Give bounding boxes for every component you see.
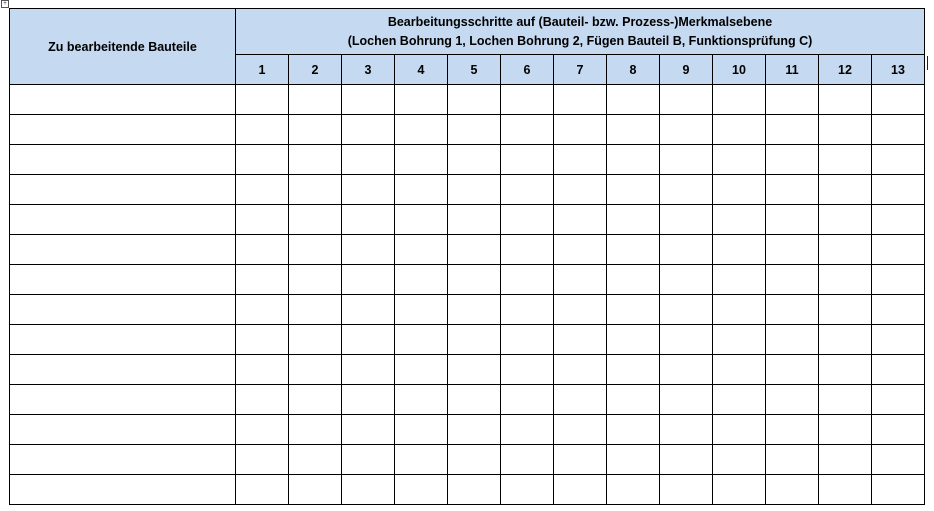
- step-cell[interactable]: [236, 445, 289, 475]
- part-name-cell[interactable]: [10, 475, 236, 505]
- step-cell[interactable]: [607, 205, 660, 235]
- step-cell[interactable]: [713, 475, 766, 505]
- step-cell[interactable]: [342, 265, 395, 295]
- step-cell[interactable]: [872, 295, 925, 325]
- step-cell[interactable]: [236, 385, 289, 415]
- column-header-step: 9: [660, 55, 713, 85]
- step-cell[interactable]: [713, 235, 766, 265]
- step-cell[interactable]: [554, 355, 607, 385]
- step-cell[interactable]: [501, 325, 554, 355]
- step-cell[interactable]: [872, 325, 925, 355]
- step-cell[interactable]: [872, 385, 925, 415]
- step-cell[interactable]: [342, 235, 395, 265]
- step-cell[interactable]: [819, 385, 872, 415]
- table-row: [10, 235, 925, 265]
- step-cell[interactable]: [236, 475, 289, 505]
- step-cell[interactable]: [395, 205, 448, 235]
- step-cell[interactable]: [607, 175, 660, 205]
- step-cell[interactable]: [448, 295, 501, 325]
- table-resize-marker: [927, 56, 928, 70]
- step-cell[interactable]: [660, 475, 713, 505]
- step-cell[interactable]: [766, 355, 819, 385]
- step-cell[interactable]: [501, 235, 554, 265]
- step-cell[interactable]: [289, 355, 342, 385]
- step-cell[interactable]: [554, 415, 607, 445]
- step-cell[interactable]: [501, 445, 554, 475]
- table-row: [10, 475, 925, 505]
- step-cell[interactable]: [554, 385, 607, 415]
- column-header-step: 5: [448, 55, 501, 85]
- step-cell[interactable]: [766, 475, 819, 505]
- step-cell[interactable]: [289, 145, 342, 175]
- step-cell[interactable]: [660, 445, 713, 475]
- step-cell[interactable]: [766, 115, 819, 145]
- part-name-cell[interactable]: [10, 85, 236, 115]
- step-cell[interactable]: [448, 265, 501, 295]
- step-cell[interactable]: [554, 475, 607, 505]
- part-name-cell[interactable]: [10, 145, 236, 175]
- column-header-step: 1: [236, 55, 289, 85]
- step-cell[interactable]: [554, 205, 607, 235]
- column-header-step: 10: [713, 55, 766, 85]
- step-cell[interactable]: [713, 415, 766, 445]
- step-cell[interactable]: [289, 235, 342, 265]
- step-cell[interactable]: [819, 415, 872, 445]
- step-cell[interactable]: [448, 145, 501, 175]
- step-cell[interactable]: [342, 385, 395, 415]
- step-cell[interactable]: [713, 115, 766, 145]
- step-cell[interactable]: [872, 265, 925, 295]
- step-cell[interactable]: [766, 325, 819, 355]
- step-cell[interactable]: [607, 85, 660, 115]
- step-cell[interactable]: [342, 145, 395, 175]
- step-cell[interactable]: [660, 355, 713, 385]
- step-cell[interactable]: [872, 355, 925, 385]
- group-header-process-steps: [236, 9, 925, 55]
- step-cell[interactable]: [660, 415, 713, 445]
- column-header-step: 3: [342, 55, 395, 85]
- step-cell[interactable]: [501, 475, 554, 505]
- step-cell[interactable]: [819, 85, 872, 115]
- step-cell[interactable]: [395, 145, 448, 175]
- step-cell[interactable]: [713, 265, 766, 295]
- part-name-cell[interactable]: [10, 115, 236, 145]
- step-cell[interactable]: [236, 115, 289, 145]
- step-cell[interactable]: [448, 445, 501, 475]
- step-cell[interactable]: [766, 145, 819, 175]
- step-cell[interactable]: [660, 265, 713, 295]
- step-cell[interactable]: [660, 235, 713, 265]
- step-cell[interactable]: [607, 475, 660, 505]
- table-row: [10, 355, 925, 385]
- table-row: [10, 85, 925, 115]
- step-cell[interactable]: [501, 175, 554, 205]
- step-cell[interactable]: [501, 265, 554, 295]
- step-cell[interactable]: [554, 445, 607, 475]
- step-cell[interactable]: [554, 295, 607, 325]
- step-cell[interactable]: [395, 115, 448, 145]
- step-cell[interactable]: [236, 85, 289, 115]
- step-cell[interactable]: [607, 295, 660, 325]
- step-cell[interactable]: [660, 385, 713, 415]
- step-cell[interactable]: [713, 175, 766, 205]
- step-cell[interactable]: [766, 205, 819, 235]
- step-cell[interactable]: [766, 385, 819, 415]
- step-cell[interactable]: [342, 175, 395, 205]
- step-cell[interactable]: [766, 295, 819, 325]
- step-cell[interactable]: [342, 445, 395, 475]
- part-name-cell[interactable]: [10, 415, 236, 445]
- step-cell[interactable]: [501, 145, 554, 175]
- step-cell[interactable]: [395, 325, 448, 355]
- step-cell[interactable]: [872, 115, 925, 145]
- part-name-cell[interactable]: [10, 385, 236, 415]
- step-cell[interactable]: [819, 235, 872, 265]
- step-cell[interactable]: [766, 85, 819, 115]
- step-cell[interactable]: [501, 355, 554, 385]
- step-cell[interactable]: [395, 415, 448, 445]
- step-cell[interactable]: [713, 445, 766, 475]
- table-row: [10, 265, 925, 295]
- step-cell[interactable]: [872, 445, 925, 475]
- step-cell[interactable]: [766, 265, 819, 295]
- step-cell[interactable]: [819, 445, 872, 475]
- step-cell[interactable]: [448, 415, 501, 445]
- step-cell[interactable]: [501, 85, 554, 115]
- step-cell[interactable]: [395, 235, 448, 265]
- table-row: [10, 145, 925, 175]
- step-cell[interactable]: [872, 175, 925, 205]
- table-row: [10, 385, 925, 415]
- step-cell[interactable]: [819, 145, 872, 175]
- step-cell[interactable]: [554, 235, 607, 265]
- table-move-handle-icon[interactable]: +: [1, 0, 9, 8]
- step-cell[interactable]: [236, 415, 289, 445]
- step-cell[interactable]: [289, 175, 342, 205]
- step-cell[interactable]: [872, 235, 925, 265]
- step-cell[interactable]: [872, 415, 925, 445]
- part-name-cell[interactable]: [10, 445, 236, 475]
- step-cell[interactable]: [501, 205, 554, 235]
- table-row: [10, 175, 925, 205]
- part-name-cell[interactable]: [10, 235, 236, 265]
- step-cell[interactable]: [819, 355, 872, 385]
- part-name-cell[interactable]: [10, 175, 236, 205]
- step-cell[interactable]: [448, 355, 501, 385]
- step-cell[interactable]: [819, 325, 872, 355]
- step-cell[interactable]: [660, 85, 713, 115]
- process-steps-table: [9, 8, 925, 505]
- step-cell[interactable]: [713, 325, 766, 355]
- step-cell[interactable]: [289, 385, 342, 415]
- column-header-step: 13: [872, 55, 925, 85]
- step-cell[interactable]: [766, 235, 819, 265]
- step-cell[interactable]: [342, 205, 395, 235]
- column-header-step: 8: [607, 55, 660, 85]
- step-cell[interactable]: [236, 205, 289, 235]
- step-cell[interactable]: [236, 265, 289, 295]
- step-cell[interactable]: [395, 445, 448, 475]
- step-cell[interactable]: [395, 175, 448, 205]
- step-cell[interactable]: [448, 235, 501, 265]
- step-cell[interactable]: [872, 205, 925, 235]
- step-cell[interactable]: [395, 355, 448, 385]
- step-cell[interactable]: [289, 445, 342, 475]
- step-cell[interactable]: [872, 145, 925, 175]
- step-cell[interactable]: [342, 85, 395, 115]
- step-cell[interactable]: [448, 385, 501, 415]
- group-header-line-2: (Lochen Bohrung 1, Lochen Bohrung 2, Fügen Bauteil B, Funktionsprüfung C): [347, 33, 813, 48]
- column-header-step: 12: [819, 55, 872, 85]
- part-name-cell[interactable]: [10, 355, 236, 385]
- step-cell[interactable]: [342, 355, 395, 385]
- step-cell[interactable]: [607, 325, 660, 355]
- table-row: [10, 445, 925, 475]
- group-header-line-1: Bearbeitungsschritte auf (Bauteil- bzw. Prozess-)Merkmalsebene: [387, 14, 773, 29]
- step-cell[interactable]: [660, 145, 713, 175]
- step-cell[interactable]: [607, 145, 660, 175]
- step-cell[interactable]: [660, 115, 713, 145]
- step-cell[interactable]: [819, 115, 872, 145]
- step-cell[interactable]: [607, 445, 660, 475]
- step-cell[interactable]: [660, 205, 713, 235]
- step-cell[interactable]: [342, 295, 395, 325]
- step-cell[interactable]: [713, 145, 766, 175]
- step-cell[interactable]: [289, 115, 342, 145]
- step-cell[interactable]: [819, 205, 872, 235]
- step-cell[interactable]: [607, 415, 660, 445]
- step-cell[interactable]: [289, 295, 342, 325]
- step-cell[interactable]: [554, 265, 607, 295]
- step-cell[interactable]: [554, 145, 607, 175]
- step-cell[interactable]: [713, 85, 766, 115]
- step-cell[interactable]: [236, 295, 289, 325]
- step-cell[interactable]: [395, 265, 448, 295]
- step-cell[interactable]: [607, 385, 660, 415]
- step-cell[interactable]: [554, 85, 607, 115]
- step-cell[interactable]: [236, 325, 289, 355]
- column-header-step: 7: [554, 55, 607, 85]
- step-cell[interactable]: [872, 85, 925, 115]
- step-cell[interactable]: [501, 415, 554, 445]
- row-header-parts: Zu bearbeitende Bauteile: [10, 9, 236, 85]
- step-cell[interactable]: [607, 115, 660, 145]
- step-cell[interactable]: [289, 325, 342, 355]
- table-row: [10, 205, 925, 235]
- step-cell[interactable]: [289, 205, 342, 235]
- step-cell[interactable]: [395, 295, 448, 325]
- step-cell[interactable]: [236, 175, 289, 205]
- step-cell[interactable]: [448, 85, 501, 115]
- step-cell[interactable]: [713, 295, 766, 325]
- step-cell[interactable]: [236, 145, 289, 175]
- step-cell[interactable]: [395, 385, 448, 415]
- part-name-cell[interactable]: [10, 205, 236, 235]
- step-cell[interactable]: [448, 325, 501, 355]
- table-row: [10, 295, 925, 325]
- step-cell[interactable]: [289, 415, 342, 445]
- step-cell[interactable]: [554, 175, 607, 205]
- step-cell[interactable]: [660, 325, 713, 355]
- step-cell[interactable]: [872, 475, 925, 505]
- step-cell[interactable]: [660, 175, 713, 205]
- step-cell[interactable]: [501, 115, 554, 145]
- step-cell[interactable]: [607, 265, 660, 295]
- step-cell[interactable]: [448, 205, 501, 235]
- column-header-step: 11: [766, 55, 819, 85]
- part-name-cell[interactable]: [10, 265, 236, 295]
- step-cell[interactable]: [713, 385, 766, 415]
- step-cell[interactable]: [660, 295, 713, 325]
- column-header-step: 2: [289, 55, 342, 85]
- step-cell[interactable]: [766, 415, 819, 445]
- step-cell[interactable]: [713, 355, 766, 385]
- step-cell[interactable]: [342, 115, 395, 145]
- step-cell[interactable]: [819, 295, 872, 325]
- step-cell[interactable]: [342, 415, 395, 445]
- step-cell[interactable]: [289, 265, 342, 295]
- step-cell[interactable]: [289, 85, 342, 115]
- step-cell[interactable]: [819, 175, 872, 205]
- step-cell[interactable]: [448, 175, 501, 205]
- step-cell[interactable]: [501, 385, 554, 415]
- column-header-step: 4: [395, 55, 448, 85]
- step-cell[interactable]: [236, 235, 289, 265]
- step-cell[interactable]: [607, 355, 660, 385]
- part-name-cell[interactable]: [10, 295, 236, 325]
- step-cell[interactable]: [819, 475, 872, 505]
- table-row: [10, 115, 925, 145]
- step-cell[interactable]: [395, 475, 448, 505]
- step-cell[interactable]: [607, 235, 660, 265]
- step-cell[interactable]: [766, 445, 819, 475]
- column-header-step: 6: [501, 55, 554, 85]
- step-cell[interactable]: [713, 205, 766, 235]
- step-cell[interactable]: [448, 475, 501, 505]
- table-row: [10, 325, 925, 355]
- step-cell[interactable]: [395, 85, 448, 115]
- table-row: [10, 415, 925, 445]
- step-cell[interactable]: [819, 265, 872, 295]
- part-name-cell[interactable]: [10, 325, 236, 355]
- step-cell[interactable]: [766, 175, 819, 205]
- step-cell[interactable]: [342, 325, 395, 355]
- table-body: [10, 85, 925, 505]
- step-cell[interactable]: [236, 355, 289, 385]
- step-cell[interactable]: [554, 325, 607, 355]
- step-cell[interactable]: [448, 115, 501, 145]
- step-cell[interactable]: [501, 295, 554, 325]
- step-cell[interactable]: [289, 475, 342, 505]
- step-cell[interactable]: [554, 115, 607, 145]
- step-cell[interactable]: [342, 475, 395, 505]
